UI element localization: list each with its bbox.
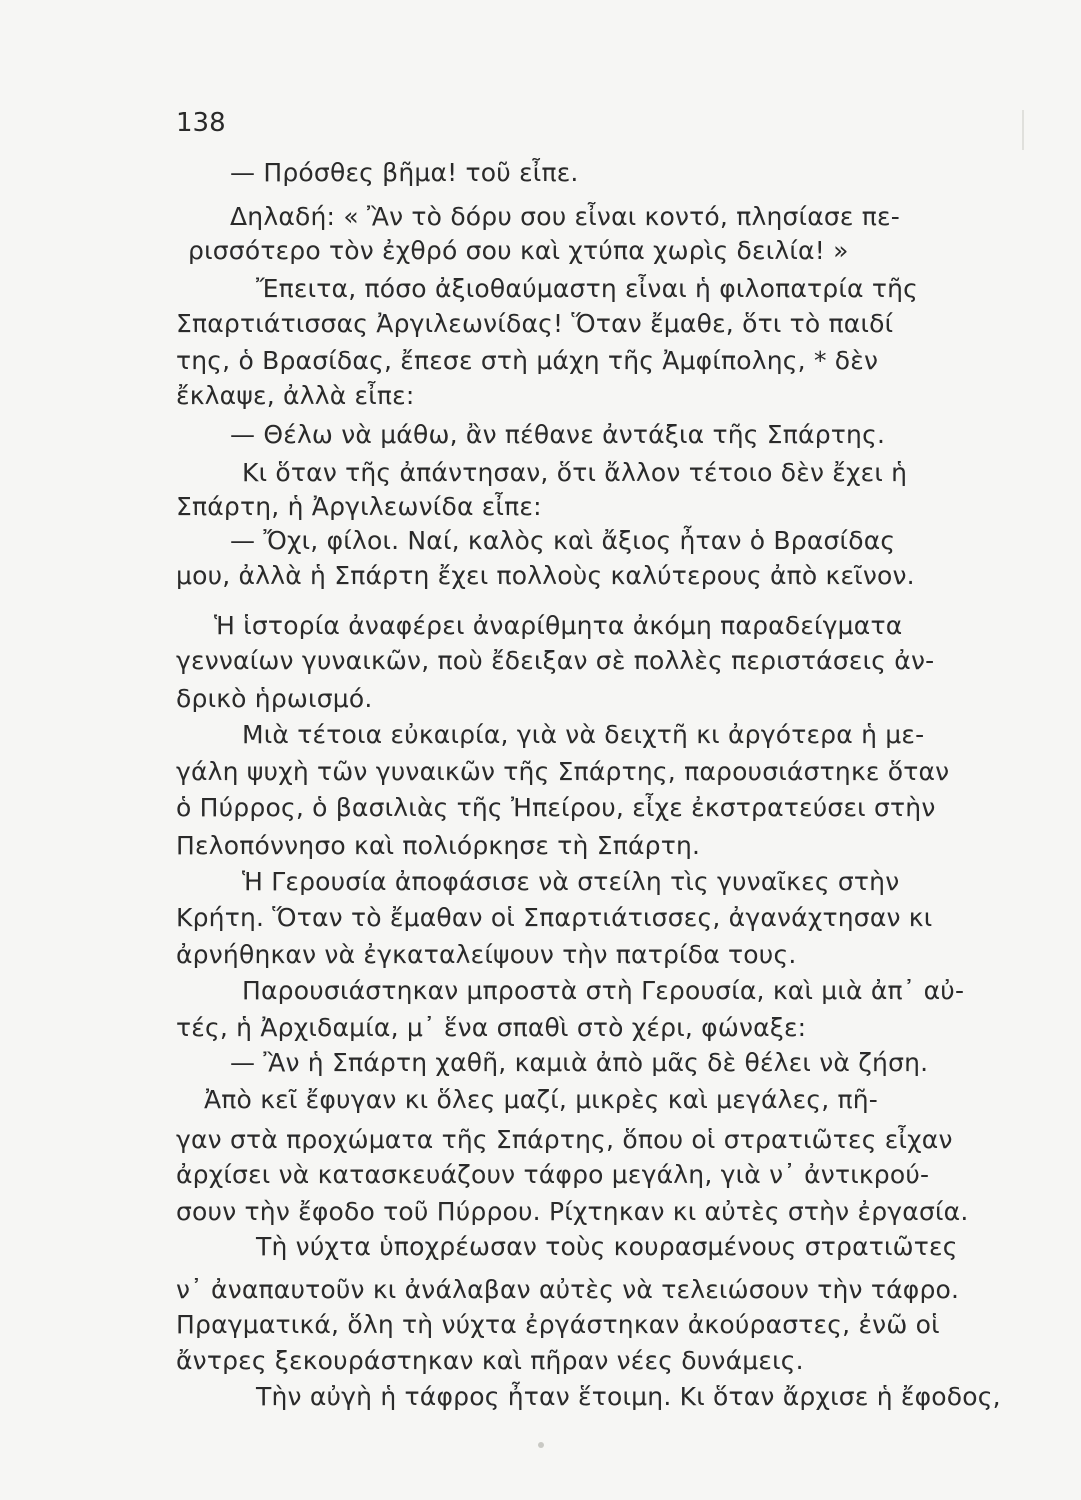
- text-line: ν᾿ ἀναπαυτοῦν κι ἀνάλαβαν αὐτὲς νὰ τελειώσουν τὴν τάφρο.: [176, 1275, 960, 1304]
- margin-mark: [1022, 110, 1024, 150]
- text-line: της, ὁ Βρασίδας, ἔπεσε στὴ μάχη τῆς Ἀμφίπολης, * δὲν: [176, 346, 879, 375]
- text-line: ἔκλαψε, ἀλλὰ εἶπε:: [176, 381, 415, 410]
- text-line: σουν τὴν ἔφοδο τοῦ Πύρρου. Ρίχτηκαν κι αὐτὲς στὴν ἐργασία.: [176, 1197, 969, 1226]
- text-line: Κρήτη. Ὅταν τὸ ἔμαθαν οἱ Σπαρτιάτισσες, ἀγανάχτησαν κι: [176, 903, 933, 932]
- text-line: Σπαρτιάτισσας Ἀργιλεωνίδας! Ὅταν ἔμαθε, ὅτι τὸ παιδί: [176, 309, 894, 338]
- text-line: Δηλαδή: « Ἂν τὸ δόρυ σου εἶναι κοντό, πλησίασε πε-: [230, 202, 900, 231]
- text-line: ἀρχίσει νὰ κατασκευάζουν τάφρο μεγάλη, γιὰ ν᾿ ἀντικρού-: [176, 1160, 930, 1189]
- text-line: γαν στὰ προχώματα τῆς Σπάρτης, ὅπου οἱ στρατιῶτες εἶχαν: [176, 1125, 953, 1154]
- text-line: — Πρόσθες βῆμα! τοῦ εἶπε.: [230, 158, 579, 187]
- text-line: Ἡ ἱστορία ἀναφέρει ἀναρίθμητα ἀκόμη παραδείγματα: [214, 611, 903, 640]
- text-line: δρικὸ ἡρωισμό.: [176, 684, 373, 713]
- text-line: Τὴν αὐγὴ ἡ τάφρος ἦταν ἕτοιμη. Κι ὅταν ἄρχισε ἡ ἔφοδος,: [256, 1382, 1001, 1411]
- text-line: — Θέλω νὰ μάθω, ἂν πέθανε ἀντάξια τῆς Σπάρτης.: [230, 420, 886, 449]
- text-line: ρισσότερο τὸν ἐχθρό σου καὶ χτύπα χωρὶς δειλία! »: [188, 236, 849, 265]
- text-line: τές, ἡ Ἀρχιδαμία, μ᾿ ἕνα σπαθὶ στὸ χέρι, φώναξε:: [176, 1013, 807, 1042]
- text-line: — Ἂν ἡ Σπάρτη χαθῆ, καμιὰ ἀπὸ μᾶς δὲ θέλει νὰ ζήση.: [230, 1048, 929, 1077]
- text-line: ἀρνήθηκαν νὰ ἐγκαταλείψουν τὴν πατρίδα τους.: [176, 940, 797, 969]
- text-line: μου, ἀλλὰ ἡ Σπάρτη ἔχει πολλοὺς καλύτερους ἀπὸ κεῖνον.: [176, 561, 915, 590]
- paper-speck: [538, 1442, 544, 1448]
- text-line: γενναίων γυναικῶν, ποὺ ἔδειξαν σὲ πολλὲς περιστάσεις ἀν-: [176, 646, 935, 675]
- text-line: Παρουσιάστηκαν μπροστὰ στὴ Γερουσία, καὶ μιὰ ἀπ᾿ αὐ-: [242, 976, 965, 1005]
- text-line: Πραγματικά, ὅλη τὴ νύχτα ἐργάστηκαν ἀκούραστες, ἐνῶ οἱ: [176, 1310, 940, 1339]
- text-line: Τὴ νύχτα ὑποχρέωσαν τοὺς κουρασμένους στρατιῶτες: [256, 1232, 958, 1261]
- text-line: Μιὰ τέτοια εὐκαιρία, γιὰ νὰ δειχτῆ κι ἀργότερα ἡ με-: [242, 720, 925, 749]
- text-line: γάλη ψυχὴ τῶν γυναικῶν τῆς Σπάρτης, παρουσιάστηκε ὅταν: [176, 757, 950, 786]
- text-line: ἄντρες ξεκουράστηκαν καὶ πῆραν νέες δυνάμεις.: [176, 1346, 804, 1375]
- text-line: — Ὄχι, φίλοι. Ναί, καλὸς καὶ ἄξιος ἦταν ὁ Βρασίδας: [230, 526, 896, 555]
- text-line: Ἀπὸ κεῖ ἔφυγαν κι ὅλες μαζί, μικρὲς καὶ μεγάλες, πῆ-: [204, 1085, 879, 1114]
- text-line: Ἡ Γερουσία ἀποφάσισε νὰ στείλη τὶς γυναῖκες στὴν: [242, 867, 900, 896]
- page-number: 138: [176, 108, 226, 138]
- text-line: Κι ὅταν τῆς ἀπάντησαν, ὅτι ἄλλον τέτοιο δὲν ἔχει ἡ: [242, 458, 908, 487]
- text-line: Ἔπειτα, πόσο ἀξιοθαύμαστη εἶναι ἡ φιλοπατρία τῆς: [256, 274, 918, 303]
- text-line: Σπάρτη, ἡ Ἀργιλεωνίδα εἶπε:: [176, 492, 542, 521]
- text-line: ὁ Πύρρος, ὁ βασιλιὰς τῆς Ἠπείρου, εἶχε ἐκστρατεύσει στὴν: [176, 793, 936, 822]
- text-line: Πελοπόννησο καὶ πολιόρκησε τὴ Σπάρτη.: [176, 831, 701, 860]
